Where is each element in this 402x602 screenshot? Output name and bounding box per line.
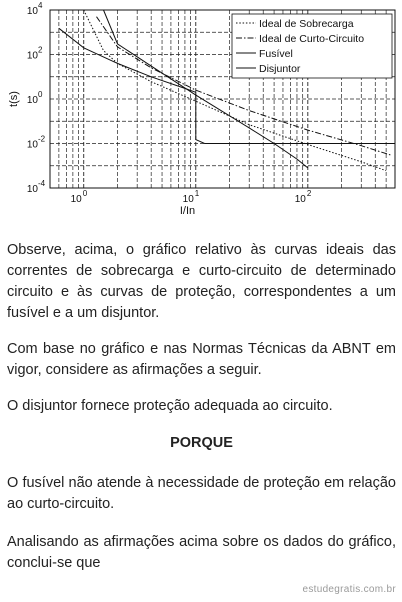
y-axis-label: t(s)	[8, 91, 20, 107]
y-tick-exponent: 4	[38, 1, 43, 10]
x-tick-base: 10	[182, 194, 194, 205]
y-tick-base: 10	[26, 95, 38, 106]
y-tick-label	[27, 1, 43, 17]
legend-label: Fusível	[259, 48, 293, 60]
x-tick-exponent: 2	[306, 189, 312, 198]
x-tick-exponent: 0	[82, 189, 88, 198]
y-tick-exponent: -2	[38, 134, 46, 144]
y-tick-base: 10	[26, 50, 38, 62]
x-tick-base: 10	[294, 194, 306, 205]
x-tick-exponent: 1	[194, 189, 200, 198]
y-tick-label	[27, 90, 43, 106]
x-tick-labels	[71, 189, 312, 205]
y-tick-label	[27, 179, 46, 195]
y-tick-base: 10	[26, 6, 38, 17]
y-tick-label	[27, 135, 46, 151]
y-tick-exponent: 0	[38, 90, 43, 99]
legend-label: Disjuntor	[259, 63, 301, 75]
legend-label: Ideal de Sobrecarga	[259, 18, 354, 30]
paragraph-conclusion: Analisando as afirmações acima sobre os dados do gráfico, conclui-se que	[7, 534, 396, 571]
y-tick-exponent: 2	[38, 45, 43, 55]
porque-heading: PORQUE	[170, 435, 233, 451]
x-axis-label: I/In	[179, 205, 196, 217]
paragraph-normas: Com base no gráfico e nas Normas Técnicas da ABNT em vigor, considere as afirmações a seguir.	[7, 341, 396, 378]
x-tick-label	[295, 189, 312, 205]
x-tick-label	[71, 189, 88, 205]
assertion-one: O disjuntor fornece proteção adequada ao circuito.	[7, 398, 333, 414]
y-tick-label	[27, 46, 43, 62]
y-tick-exponent: -4	[38, 179, 46, 188]
chart-legend	[232, 14, 392, 78]
x-tick-label	[183, 189, 200, 205]
assertion-two: O fusível não atende à necessidade de proteção em relação ao curto-circuito.	[7, 475, 396, 512]
site-watermark: estudegratis.com.br	[302, 584, 396, 595]
y-tick-base: 10	[26, 184, 38, 195]
y-tick-base: 10	[26, 139, 38, 151]
time-current-chart	[0, 0, 402, 228]
y-tick-labels	[27, 1, 46, 195]
x-tick-base: 10	[70, 194, 82, 205]
legend-label: Ideal de Curto-Circuito	[259, 33, 365, 45]
paragraph-observe: Observe, acima, o gráfico relativo às curvas ideais das correntes de sobrecarga e curto-circuito de determinado circuito e às curvas de proteção, correspondentes a um fusível e a um disjuntor.	[7, 242, 396, 321]
